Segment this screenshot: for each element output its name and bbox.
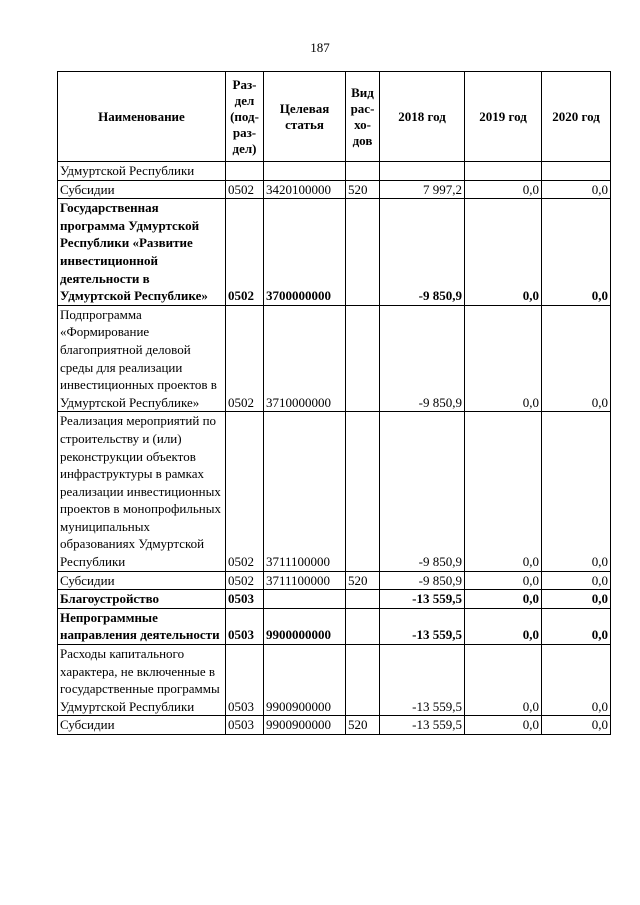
cell-section: 0502 xyxy=(226,305,264,412)
cell-section: 0502 xyxy=(226,412,264,571)
cell-2018: -9 850,9 xyxy=(380,571,465,590)
cell-target xyxy=(264,590,346,609)
cell-2018 xyxy=(380,162,465,181)
cell-name: Подпрограмма «Формирование благоприятной деловой среды для реализации инвестиционных проектов в Удмуртской Республике» xyxy=(58,305,226,412)
cell-section: 0503 xyxy=(226,590,264,609)
table-row xyxy=(58,608,611,644)
cell-2020: 0,0 xyxy=(542,571,611,590)
cell-section: 0502 xyxy=(226,180,264,199)
header-target: Целевая статья xyxy=(264,72,346,162)
table-row xyxy=(58,716,611,735)
cell-section: 0503 xyxy=(226,716,264,735)
cell-name: Реализация мероприятий по строительству и (или) реконструкции объектов инфраструктуры в рамках реализации инвестиционных проектов в монопрофильных муниципальных образованиях Удмуртской Республики xyxy=(58,412,226,571)
cell-2020 xyxy=(542,162,611,181)
cell-target: 3700000000 xyxy=(264,199,346,306)
table-row xyxy=(58,645,611,716)
cell-2018: -13 559,5 xyxy=(380,590,465,609)
cell-type xyxy=(346,590,380,609)
cell-name: Субсидии xyxy=(58,716,226,735)
cell-2019: 0,0 xyxy=(465,199,542,306)
cell-target xyxy=(264,162,346,181)
cell-2018: -9 850,9 xyxy=(380,305,465,412)
table-row xyxy=(58,590,611,609)
cell-2019: 0,0 xyxy=(465,305,542,412)
header-2018: 2018 год xyxy=(380,72,465,162)
cell-type: 520 xyxy=(346,180,380,199)
cell-2020: 0,0 xyxy=(542,305,611,412)
table-row xyxy=(58,305,611,412)
header-2019: 2019 год xyxy=(465,72,542,162)
cell-type xyxy=(346,412,380,571)
cell-2020: 0,0 xyxy=(542,412,611,571)
cell-target: 3710000000 xyxy=(264,305,346,412)
cell-2020: 0,0 xyxy=(542,590,611,609)
cell-2019: 0,0 xyxy=(465,571,542,590)
table-row xyxy=(58,571,611,590)
cell-2019: 0,0 xyxy=(465,716,542,735)
cell-target: 9900900000 xyxy=(264,645,346,716)
cell-2020: 0,0 xyxy=(542,608,611,644)
cell-type: 520 xyxy=(346,571,380,590)
cell-2020: 0,0 xyxy=(542,180,611,199)
cell-target: 9900900000 xyxy=(264,716,346,735)
table-row xyxy=(58,180,611,199)
cell-type xyxy=(346,199,380,306)
cell-section xyxy=(226,162,264,181)
cell-2020: 0,0 xyxy=(542,199,611,306)
cell-2019: 0,0 xyxy=(465,180,542,199)
cell-type xyxy=(346,645,380,716)
cell-target: 3420100000 xyxy=(264,180,346,199)
cell-2018: -13 559,5 xyxy=(380,716,465,735)
cell-target: 3711100000 xyxy=(264,412,346,571)
cell-2018: -9 850,9 xyxy=(380,412,465,571)
cell-target: 9900000000 xyxy=(264,608,346,644)
cell-name: Удмуртской Республики xyxy=(58,162,226,181)
header-2020: 2020 год xyxy=(542,72,611,162)
cell-2018: 7 997,2 xyxy=(380,180,465,199)
cell-2020: 0,0 xyxy=(542,645,611,716)
cell-name: Государственная программа Удмуртской Республики «Развитие инвестиционной деятельности в Удмуртской Республике» xyxy=(58,199,226,306)
cell-name: Непрограммные направления деятельности xyxy=(58,608,226,644)
cell-2020: 0,0 xyxy=(542,716,611,735)
cell-2018: -13 559,5 xyxy=(380,645,465,716)
cell-type: 520 xyxy=(346,716,380,735)
budget-table xyxy=(57,71,611,735)
page-number: 187 xyxy=(310,40,330,55)
cell-2019: 0,0 xyxy=(465,412,542,571)
cell-section: 0503 xyxy=(226,645,264,716)
header-type: Вид рас- хо- дов xyxy=(346,72,380,162)
cell-section: 0502 xyxy=(226,199,264,306)
cell-2019: 0,0 xyxy=(465,608,542,644)
table-row xyxy=(58,162,611,181)
table-row xyxy=(58,199,611,306)
cell-2019 xyxy=(465,162,542,181)
cell-section: 0502 xyxy=(226,571,264,590)
cell-section: 0503 xyxy=(226,608,264,644)
cell-2018: -13 559,5 xyxy=(380,608,465,644)
cell-type xyxy=(346,305,380,412)
header-name: Наименование xyxy=(58,72,226,162)
cell-name: Субсидии xyxy=(58,571,226,590)
table-body xyxy=(58,162,611,735)
header-row xyxy=(58,72,611,162)
cell-name: Благоустройство xyxy=(58,590,226,609)
cell-target: 3711100000 xyxy=(264,571,346,590)
header-section: Раз- дел (под- раз- дел) xyxy=(226,72,264,162)
table-row xyxy=(58,412,611,571)
cell-2018: -9 850,9 xyxy=(380,199,465,306)
cell-2019: 0,0 xyxy=(465,645,542,716)
cell-type xyxy=(346,162,380,181)
cell-2019: 0,0 xyxy=(465,590,542,609)
cell-type xyxy=(346,608,380,644)
cell-name: Субсидии xyxy=(58,180,226,199)
cell-name: Расходы капитального характера, не включенные в государственные программы Удмуртской Республики xyxy=(58,645,226,716)
